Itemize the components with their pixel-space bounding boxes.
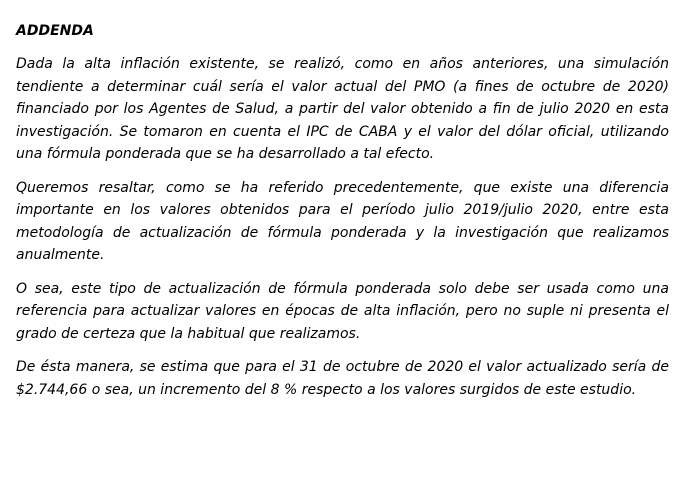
section-heading: ADDENDA [16, 23, 94, 39]
paragraph-simulation: Dada la alta inflación existente, se realizó, como en años anteriores, una simulación tendiente a determinar cuál sería el valor actual del PMO (a fines de octubre de 2020) financiado por los Agentes de Salud, a partir del valor obtenido a fin de julio 2020 en esta investigación. Se tomaron en cuenta el IPC de CABA y el valor del dólar oficial, utilizando una fórmula ponderada que se ha desarrollado a tal efecto. [16, 56, 669, 162]
document-page [16, 20, 669, 412]
paragraph-methodology-difference: Queremos resaltar, como se ha referido precedentemente, que existe una diferencia importante en los valores obtenidos para el período julio 2019/julio 2020, entre esta metodología de actualización de fórmula ponderada y la investigación que realizamos anualmente. [16, 179, 669, 263]
paragraph-reference-note: O sea, este tipo de actualización de fórmula ponderada solo debe ser usada como una referencia para actualizar valores en épocas de alta inflación, pero no suple ni presenta el grado de certeza que la habitual que realizamos. [16, 280, 669, 342]
paragraph-estimate: De ésta manera, se estima que para el 31 de octubre de 2020 el valor actualizado sería de $2.744,66 o sea, un incremento del 8 % respecto a los valores surgidos de este estudio. [16, 359, 669, 398]
